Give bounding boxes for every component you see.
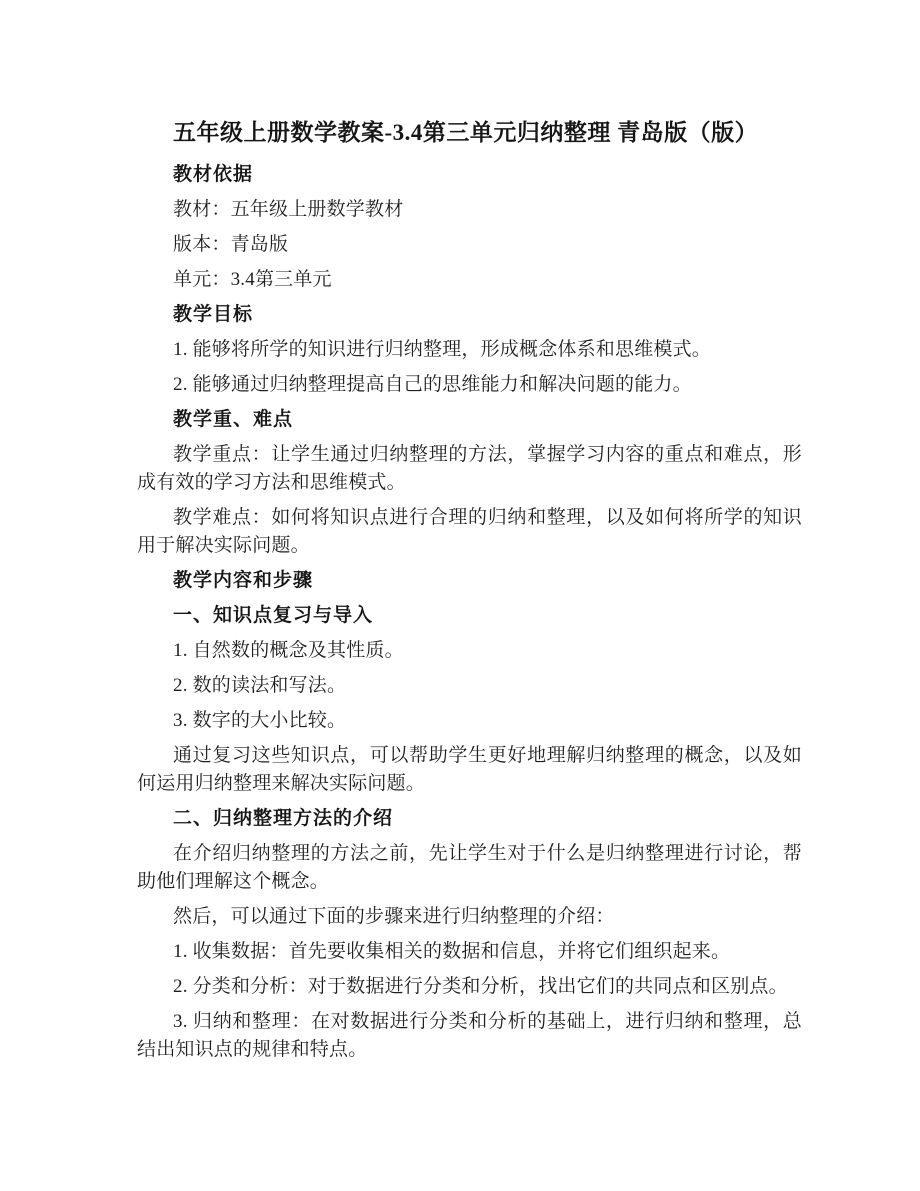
section-heading: 二、归纳整理方法的介绍: [173, 808, 394, 829]
section-heading: 教材依据: [173, 164, 254, 185]
paragraph: 在介绍归纳整理的方法之前，先让学生对于什么是归纳整理进行讨论，帮助他们理解这个概念。: [137, 843, 802, 892]
paragraph: 2. 分类和分析：对于数据进行分类和分析，找出它们的共同点和区别点。: [173, 976, 788, 997]
paragraph: 2. 能够通过归纳整理提高自己的思维能力和解决问题的能力。: [173, 374, 692, 395]
section-heading: 教学重、难点: [173, 409, 294, 430]
paragraph: 2. 数的读法和写法。: [173, 675, 347, 696]
paragraph: 通过复习这些知识点，可以帮助学生更好地理解归纳整理的概念，以及如何运用归纳整理来解决实际问题。: [137, 745, 802, 794]
paragraph: 3. 数字的大小比较。: [173, 710, 347, 731]
document-title: 五年级上册数学教案-3.4第三单元归纳整理 青岛版（版）: [173, 120, 759, 145]
paragraph: 版本：青岛版: [173, 234, 289, 255]
paragraph: 单元：3.4第三单元: [173, 269, 332, 290]
section-heading: 教学目标: [173, 304, 254, 325]
paragraph: 教材：五年级上册数学教材: [173, 199, 404, 220]
document-body: [137, 161, 802, 1064]
section-heading: 一、知识点复习与导入: [173, 605, 374, 626]
paragraph: 1. 能够将所学的知识进行归纳整理，形成概念体系和思维模式。: [173, 339, 712, 360]
paragraph: 教学难点：如何将知识点进行合理的归纳和整理，以及如何将所学的知识用于解决实际问题。: [137, 507, 802, 556]
section-heading: 教学内容和步骤: [173, 570, 314, 591]
paragraph: 教学重点：让学生通过归纳整理的方法，掌握学习内容的重点和难点，形成有效的学习方法和思维模式。: [137, 444, 802, 493]
paragraph: 1. 自然数的概念及其性质。: [173, 640, 404, 661]
paragraph: 1. 收集数据：首先要收集相关的数据和信息，并将它们组织起来。: [173, 941, 731, 962]
paragraph: 3. 归纳和整理：在对数据进行分类和分析的基础上，进行归纳和整理，总结出知识点的规律和特点。: [137, 1011, 802, 1060]
paragraph: 然后，可以通过下面的步骤来进行归纳整理的介绍：: [173, 906, 615, 927]
